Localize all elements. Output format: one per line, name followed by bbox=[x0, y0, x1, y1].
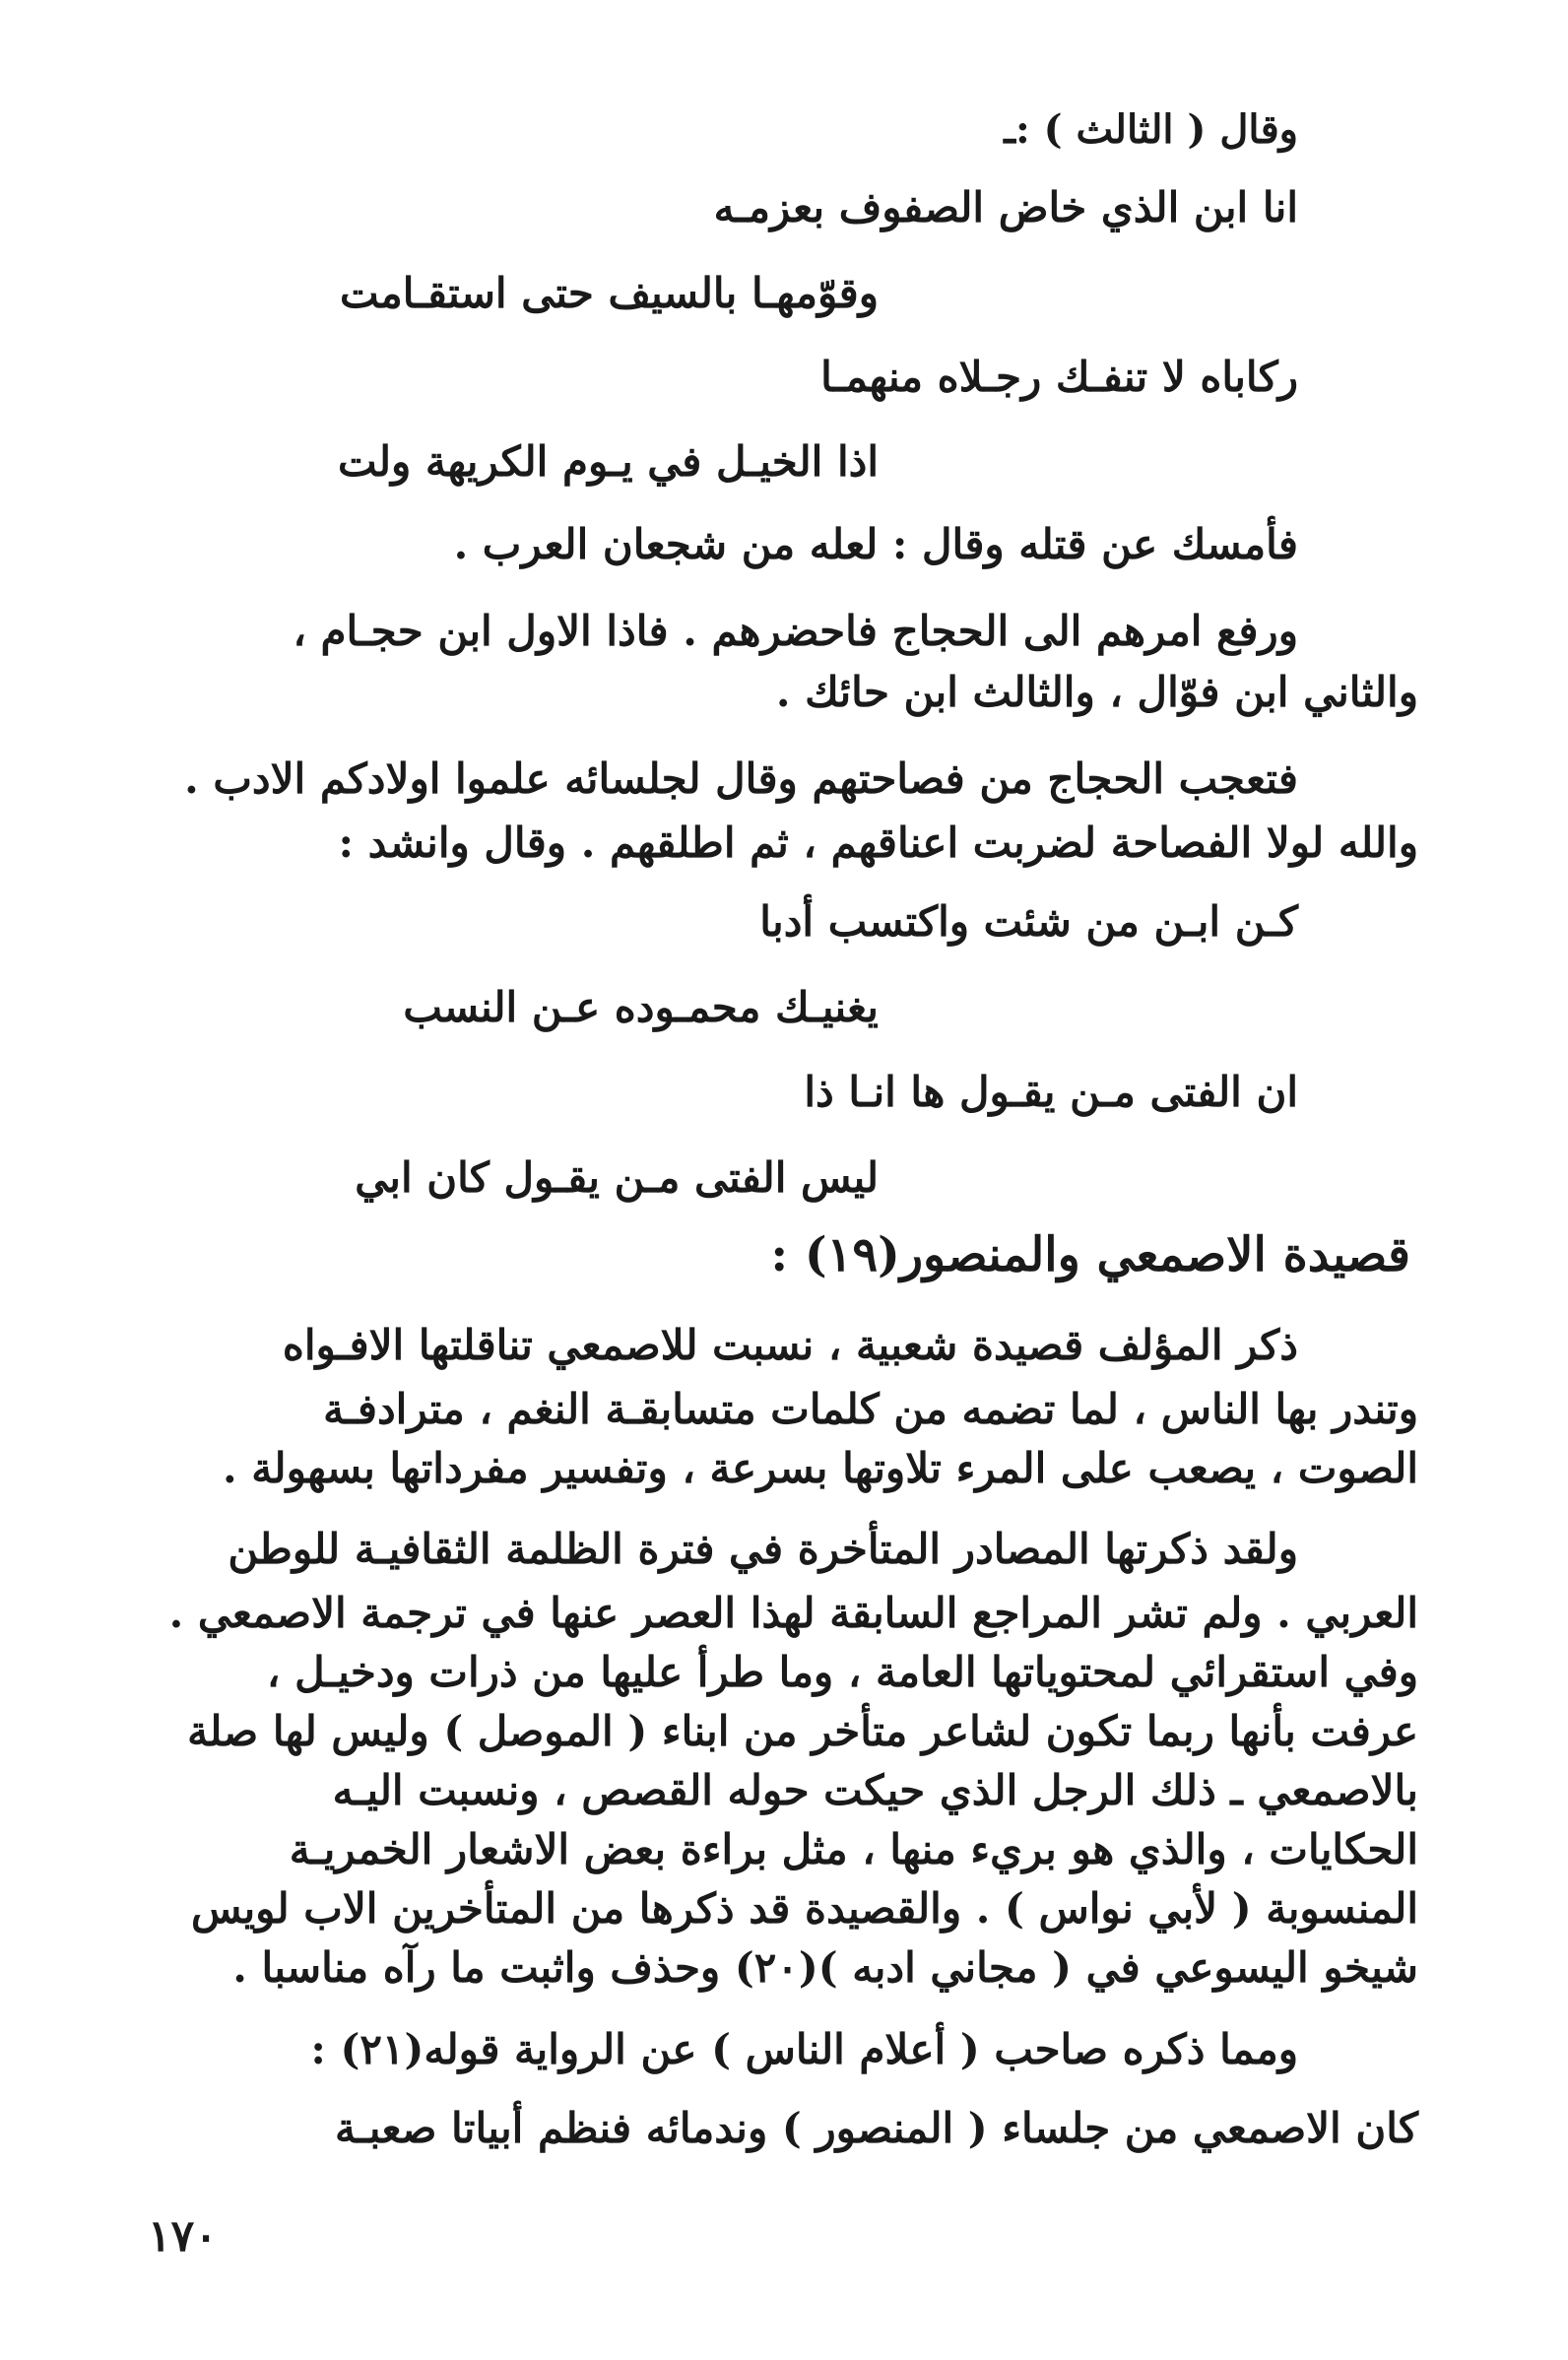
verse-line: اذا الخيـل في يـوم الكريهة ولت bbox=[337, 437, 879, 486]
paragraph-line: كان الاصمعي من جلساء ( المنصور ) وندمائه فنظم أبياتا صعبـة bbox=[334, 2104, 1418, 2152]
paragraph-line: وتندر بها الناس ، لما تضمه من كلمات متسابقـة النغم ، مترادفـة bbox=[323, 1385, 1418, 1433]
paragraph-line: العربي . ولم تشر المراجع السابقة لهذا العصر عنها في ترجمة الاصمعي . bbox=[168, 1589, 1418, 1637]
verse-intro-line: وقال ( الثالث ) :ـ bbox=[1004, 106, 1298, 153]
prose-line: والله لولا الفصاحة لضربت اعناقهم ، ثم اطلقهم . وقال وانشد : bbox=[338, 819, 1418, 867]
verse-line: ركاباه لا تنفـك رجـلاه منهمـا bbox=[820, 353, 1298, 401]
paragraph-line: الصوت ، يصعب على المرء تلاوتها بسرعة ، وتفسير مفرداتها بسهولة . bbox=[223, 1444, 1418, 1492]
paragraph-line: ومما ذكره صاحب ( أعلام الناس ) عن الرواية قوله(٢١) : bbox=[310, 2025, 1298, 2073]
paragraph-line: بالاصمعي ـ ذلك الرجل الذي حيكت حوله القصص ، ونسبت اليـه bbox=[332, 1766, 1418, 1814]
prose-line: فأمسك عن قتله وقال : لعله من شجعان العرب . bbox=[453, 520, 1298, 568]
prose-line: فتعجب الحجاج من فصاحتهم وقال لجلسائه علموا اولادكم الادب . bbox=[184, 754, 1298, 803]
prose-line: والثاني ابن فوّال ، والثالث ابن حائك . bbox=[775, 668, 1418, 716]
verse-line: يغنيـك محمـوده عـن النسب bbox=[403, 983, 879, 1031]
prose-line: ورفع امرهم الى الحجاج فاحضرهم . فاذا الاول ابن حجـام ، bbox=[293, 607, 1298, 655]
paragraph-line: وفي استقرائي لمحتوياتها العامة ، وما طرأ عليها من ذرات ودخيـل ، bbox=[266, 1648, 1418, 1696]
section-heading: قصيدة الاصمعي والمنصور(١٩) : bbox=[770, 1227, 1410, 1282]
paragraph-line: شيخو اليسوعي في ( مجاني ادبه )(٢٠) وحذف واثبت ما رآه مناسبا . bbox=[232, 1943, 1418, 1992]
paragraph-line: الحكايات ، والذي هو بريء منها ، مثل براءة بعض الاشعار الخمريـة bbox=[289, 1825, 1418, 1873]
verse-line: ان الفتى مـن يقـول ها انـا ذا bbox=[804, 1068, 1298, 1116]
paragraph-line: ولقد ذكرتها المصادر المتأخرة في فترة الظلمة الثقافيـة للوطن bbox=[228, 1525, 1298, 1573]
verse-line: كـن ابـن من شئت واكتسب أدبا bbox=[759, 897, 1298, 946]
page-number: ١٧٠ bbox=[148, 2211, 218, 2262]
paragraph-line: عرفت بأنها ربما تكون لشاعر متأخر من ابناء ( الموصل ) وليس لها صلة bbox=[187, 1707, 1418, 1755]
paragraph-line: ذكر المؤلف قصيدة شعبية ، نسبت للاصمعي تناقلتها الافـواه bbox=[282, 1321, 1298, 1369]
verse-line: ليس الفتى مـن يقـول كان ابي bbox=[355, 1153, 879, 1202]
verse-line: انا ابن الذي خاض الصفوف بعزمـه bbox=[713, 183, 1298, 231]
paragraph-line: المنسوبة ( لأبي نواس ) . والقصيدة قد ذكرها من المتأخرين الاب لويس bbox=[190, 1884, 1418, 1933]
verse-line: وقوّمهـا بالسيف حتى استقـامت bbox=[339, 269, 879, 317]
